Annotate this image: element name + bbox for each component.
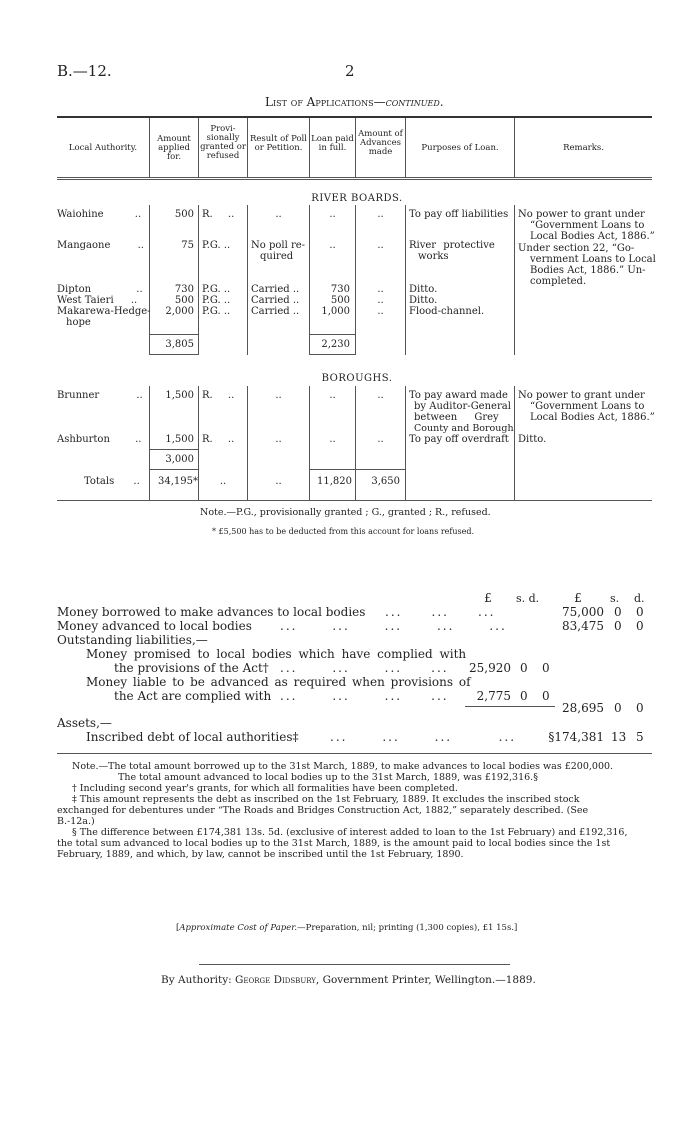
table-cell-amount: 75 — [181, 240, 194, 251]
totals-status: .. — [219, 476, 227, 487]
note-dagger: † Including second year's grants, for which all formalities have been completed. — [72, 783, 458, 794]
col-advances-made: Amount of Advances made — [358, 129, 403, 157]
table-cell-loan: 500 — [330, 295, 350, 306]
money-liable-label: Money liable to be advanced as required when provisions of — [86, 675, 471, 689]
subtotal-rule — [309, 334, 355, 335]
money-promised-label: Money promised to local bodies which have complied with — [86, 647, 467, 661]
river-subtotal-amount: 3,805 — [165, 339, 194, 350]
table-cell-amount: 1,500 — [165, 434, 194, 445]
subtotal-rule — [149, 449, 198, 450]
col-sep — [309, 118, 310, 177]
money-advanced-s: 0 — [614, 619, 622, 633]
inscribed-debt-pounds: §174,381 — [548, 730, 604, 744]
money-promised-pounds: 25,920 — [469, 661, 511, 675]
table-cell-result: quired — [260, 251, 294, 262]
col-remarks: Remarks. — [563, 143, 604, 153]
totals-result: .. — [275, 476, 282, 487]
col-loan-paid: Loan paid in full. — [311, 134, 354, 153]
col-sep — [149, 118, 150, 177]
table-cell-purpose: by Auditor-General — [414, 401, 511, 412]
table-cell-status: P.G. .. — [202, 306, 231, 317]
table-cell-remarks: “Government Loans to — [530, 401, 645, 412]
table-cell-remarks: “Government Loans to — [530, 220, 645, 231]
table-cell-loan: .. — [329, 434, 336, 445]
table-cell-result: .. — [275, 209, 282, 220]
table-cell-status: P.G. .. — [202, 284, 231, 295]
table-cell-loan: .. — [329, 390, 336, 401]
table-cell-amount: 730 — [174, 284, 194, 295]
subtotal-rule — [149, 334, 198, 335]
col-provisionally-granted: Provi-sionally granted or refused — [200, 124, 246, 161]
page-title-main: List of Applications — [265, 95, 374, 109]
money-borrowed-s: 0 — [614, 605, 622, 619]
imprint — [161, 974, 536, 986]
col-sep — [405, 205, 406, 355]
col-head-pounds-2: £ — [574, 591, 582, 605]
liabilities-total-d: 0 — [636, 701, 644, 715]
col-sep — [514, 205, 515, 355]
table-cell-purpose: Flood-channel. — [409, 306, 485, 317]
table-cell-remarks: Local Bodies Act, 1886.” — [530, 412, 655, 423]
table-cell-loan: .. — [329, 209, 336, 220]
subtotal-rule — [309, 469, 406, 470]
note-double-dagger-2: exchanged for debentures under “The Roads and Bridges Construction Act, 1882,” separately described. (See — [57, 805, 589, 816]
col-sep — [405, 118, 406, 177]
table-cell-remarks: vernment Loans to Local — [530, 254, 656, 265]
money-promised-d: 0 — [542, 661, 550, 675]
table-cell-remarks: Ditto. — [518, 434, 547, 445]
col-sep — [514, 118, 515, 177]
money-borrowed-label: Money borrowed to make advances to local bodies — [57, 605, 366, 619]
table-cell-advances: .. — [377, 240, 384, 251]
note-section-2: the total sum advanced to local bodies up to the 31st March, 1889, is the amount paid to local bodies since the 1st — [57, 838, 611, 849]
leader-dots: ... ... ... — [385, 605, 496, 619]
imprint-prefix: By Authority: — [161, 974, 232, 986]
col-amount-applied: Amount applied for. — [157, 134, 191, 162]
table-row-name: Mangaone .. — [57, 240, 144, 251]
liabilities-total-pounds: 28,695 — [562, 701, 604, 715]
table-row-name: Waiohine .. — [57, 209, 142, 220]
table-cell-remarks: completed. — [530, 276, 587, 287]
leader-dots: ... ... ... ... ... — [280, 619, 507, 633]
liabilities-sum-rule — [465, 706, 555, 707]
imprint-suffix: , Government Printer, Wellington.—1889. — [315, 974, 536, 986]
table-cell-advances: .. — [377, 306, 384, 317]
page-reference: B.—12. — [57, 62, 112, 80]
note-total-advanced: The total amount advanced to local bodies up to the 31st March, 1889, was £192,316.§ — [118, 772, 538, 783]
liabilities-total-s: 0 — [614, 701, 622, 715]
col-head-sd-1: s. d. — [516, 592, 540, 605]
money-liable-d: 0 — [542, 689, 550, 703]
totals-advances: 3,650 — [371, 476, 400, 487]
outstanding-liabilities-heading: Outstanding liabilities,— — [57, 633, 208, 647]
table-cell-advances: .. — [377, 390, 384, 401]
cost-of-paper: [Approximate Cost of Paper.—Preparation, nil; printing (1,300 copies), £1 15s.] — [176, 923, 518, 933]
table-bottom-rule — [57, 500, 652, 501]
col-purposes: Purposes of Loan. — [421, 143, 499, 153]
inscribed-debt-d: 5 — [636, 730, 644, 744]
table-cell-purpose: To pay off liabilities — [409, 209, 509, 220]
table-header-rule — [57, 177, 652, 178]
table-cell-amount: 1,500 — [165, 390, 194, 401]
col-sep — [514, 386, 515, 501]
note-total-borrowed: Note.—The total amount borrowed up to the 31st March, 1889, to make advances to local bodies was £200,000. — [72, 761, 614, 772]
boroughs-subtotal-amount: 3,000 — [165, 454, 194, 465]
table-cell-purpose: To pay off overdraft — [409, 434, 509, 445]
col-sep — [198, 205, 199, 355]
totals-amount: 34,195* — [158, 476, 198, 487]
col-result-of-poll: Result of Poll or Petition. — [250, 134, 307, 153]
table-cell-purpose: River protective — [409, 240, 495, 251]
leader-dots: ... ... ... ... — [280, 689, 449, 703]
table-cell-purpose: Ditto. — [409, 284, 438, 295]
table-cell-remarks: Under section 22, “Go- — [518, 243, 635, 254]
table-cell-amount: 500 — [174, 295, 194, 306]
totals-label: Totals .. — [84, 476, 140, 487]
col-local-authority: Local Authority. — [68, 143, 138, 153]
subtotal-rule — [149, 469, 198, 470]
table-cell-advances: .. — [377, 284, 384, 295]
section-heading-boroughs: BOROUGHS. — [321, 373, 393, 384]
money-promised-label-2: the provisions of the Act† — [114, 661, 269, 675]
cost-of-paper-text: —Preparation, nil; printing (1,300 copies), £1 15s. — [297, 923, 515, 933]
money-advanced-d: 0 — [636, 619, 644, 633]
table-cell-amount: 500 — [174, 209, 194, 220]
col-head-pounds-1: £ — [484, 591, 492, 605]
inscribed-debt-s: 13 — [611, 730, 627, 744]
col-sep — [149, 205, 150, 355]
table-header-rule-2 — [57, 179, 652, 180]
table-cell-status: P.G. .. — [202, 295, 231, 306]
imprint-rule — [199, 964, 510, 965]
table-cell-purpose: County and Borough — [414, 423, 514, 434]
money-liable-s: 0 — [520, 689, 528, 703]
totals-loan: 11,820 — [317, 476, 352, 487]
table-cell-result: No poll re- — [251, 240, 306, 251]
table-cell-result: .. — [275, 390, 282, 401]
table-cell-status: R. .. — [202, 209, 235, 220]
table-cell-result: Carried .. — [251, 306, 300, 317]
table-cell-result: .. — [275, 434, 282, 445]
section-heading-river-boards: RIVER BOARDS. — [311, 193, 403, 204]
col-sep — [405, 386, 406, 501]
page-title-continued: continued. — [385, 95, 444, 109]
page-title: List of Applications—continued. — [265, 95, 444, 109]
table-footnote: * £5,500 has to be deducted from this account for loans refused. — [212, 527, 475, 536]
table-cell-remarks: No power to grant under — [518, 209, 645, 220]
table-cell-amount: 2,000 — [165, 306, 194, 317]
inscribed-debt-label: Inscribed debt of local authorities‡ — [86, 730, 299, 744]
table-cell-status: P.G. .. — [202, 240, 231, 251]
note-section-3: February, 1889, and which, by law, cannot be inscribed until the 1st February, 1890. — [57, 849, 464, 860]
col-head-d-2: d. — [634, 592, 645, 605]
table-row-name: Makarewa-Hedge- — [57, 306, 151, 317]
table-note: Note.—P.G., provisionally granted ; G., granted ; R., refused. — [200, 507, 491, 518]
table-row-name: Dipton .. — [57, 284, 143, 295]
table-cell-advances: .. — [377, 209, 384, 220]
money-borrowed-pounds: 75,000 — [562, 605, 604, 619]
table-cell-purpose: Ditto. — [409, 295, 438, 306]
cost-of-paper-label: Approximate Cost of Paper. — [179, 923, 298, 933]
table-row-name: hope — [66, 317, 91, 328]
table-cell-loan: .. — [329, 240, 336, 251]
page-number: 2 — [345, 62, 355, 80]
col-sep — [247, 205, 248, 355]
subtotal-rule — [309, 354, 355, 355]
subtotal-rule — [149, 354, 198, 355]
table-cell-status: R. .. — [202, 390, 235, 401]
col-sep — [309, 205, 310, 355]
table-cell-advances: .. — [377, 434, 384, 445]
notes-separator — [57, 753, 652, 754]
col-sep — [355, 205, 356, 355]
table-cell-loan: 1,000 — [321, 306, 350, 317]
table-cell-result: Carried .. — [251, 284, 300, 295]
table-cell-purpose: between Grey — [414, 412, 499, 423]
table-row-name: Ashburton .. — [57, 434, 142, 445]
money-borrowed-d: 0 — [636, 605, 644, 619]
col-sep — [247, 118, 248, 177]
imprint-printer: George Didsbury — [235, 974, 316, 986]
table-cell-status: R. .. — [202, 434, 235, 445]
leader-dots: ... ... ... ... — [330, 730, 517, 744]
table-cell-remarks: Local Bodies Act, 1886.” — [530, 231, 655, 242]
table-cell-purpose: To pay award made — [409, 390, 508, 401]
table-cell-loan: 730 — [330, 284, 350, 295]
table-cell-advances: .. — [377, 295, 384, 306]
table-row-name: Brunner .. — [57, 390, 143, 401]
assets-heading: Assets,— — [57, 716, 112, 730]
note-section: § The difference between £174,381 13s. 5d. (exclusive of interest added to loan to the 1st February) and £192,316, — [72, 827, 628, 838]
col-sep — [355, 118, 356, 177]
col-sep — [198, 118, 199, 177]
note-double-dagger-3: B.-12a.) — [57, 816, 95, 827]
table-cell-result: Carried .. — [251, 295, 300, 306]
table-cell-remarks: Bodies Act, 1886.” Un- — [530, 265, 646, 276]
river-subtotal-loan: 2,230 — [321, 339, 350, 350]
col-head-s-2: s. — [610, 592, 620, 605]
table-row-name: West Taieri .. — [57, 295, 138, 306]
money-advanced-label: Money advanced to local bodies — [57, 619, 252, 633]
money-promised-s: 0 — [520, 661, 528, 675]
money-advanced-pounds: 83,475 — [562, 619, 604, 633]
note-double-dagger: ‡ This amount represents the debt as inscribed on the 1st February, 1889. It excludes the inscribed stock — [72, 794, 580, 805]
money-liable-pounds: 2,775 — [476, 689, 511, 703]
table-cell-remarks: No power to grant under — [518, 390, 645, 401]
money-liable-label-2: the Act are complied with — [114, 689, 272, 703]
leader-dots: ... ... ... ... — [280, 661, 449, 675]
table-cell-purpose: works — [418, 251, 449, 262]
